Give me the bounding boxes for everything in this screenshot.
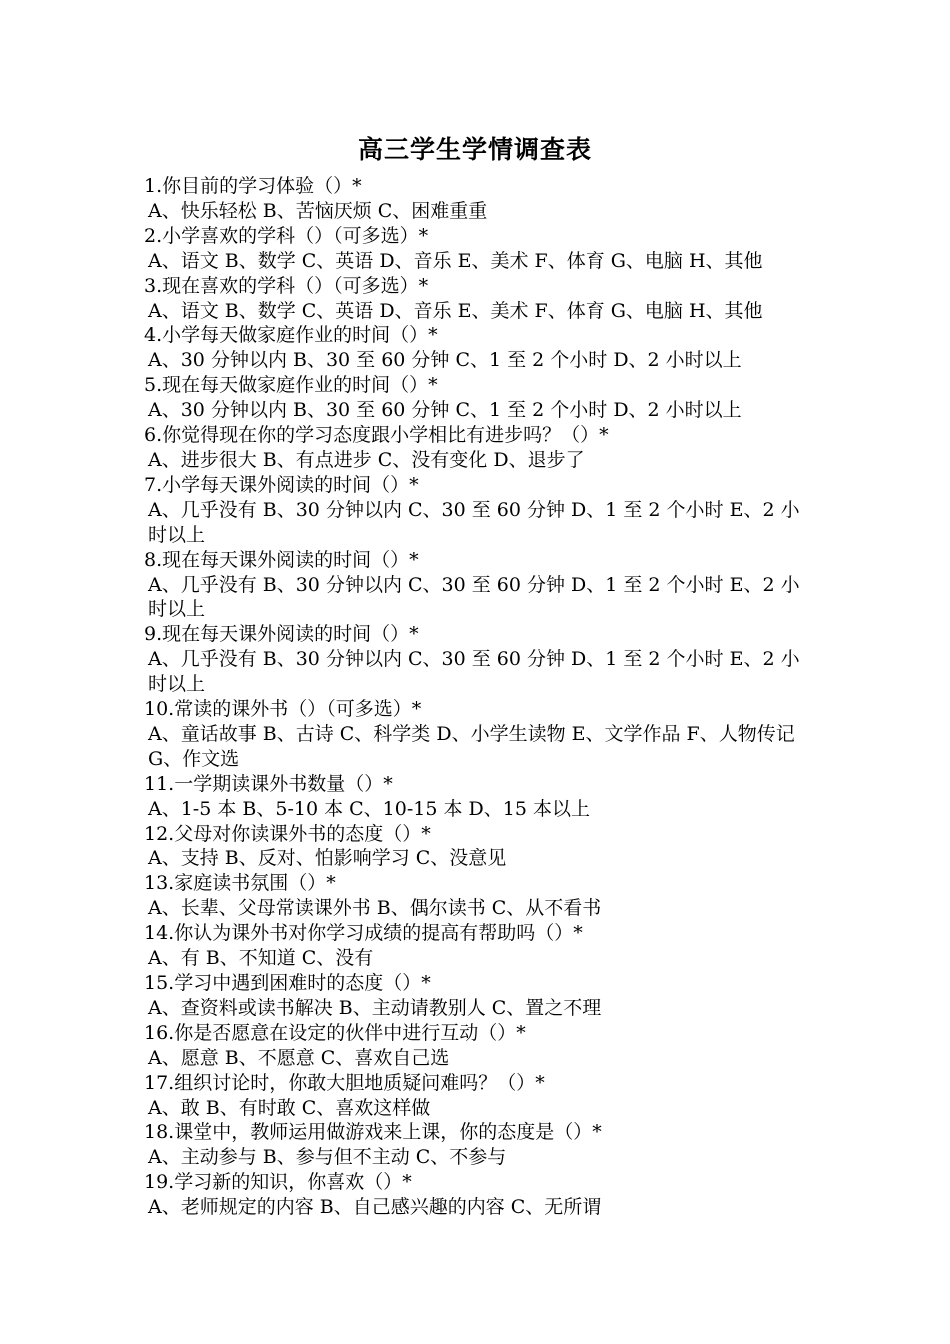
question-options: A、进步很大 B、有点进步 C、没有变化 D、退步了 <box>148 448 585 471</box>
question-item <box>144 423 810 473</box>
question-item <box>144 971 810 1021</box>
question-options: A、愿意 B、不愿意 C、喜欢自己选 <box>148 1046 450 1069</box>
question-text: 4.小学每天做家庭作业的时间（）* <box>144 324 438 347</box>
question-text: 6.你觉得现在你的学习态度跟小学相比有进步吗？（）* <box>144 424 609 447</box>
question-options: A、长辈、父母常读课外书 B、偶尔读书 C、从不看书 <box>148 897 602 920</box>
question-item <box>144 174 810 224</box>
question-item <box>144 822 810 872</box>
question-options: A、支持 B、反对、怕影响学习 C、没意见 <box>148 847 507 870</box>
question-text: 16.你是否愿意在设定的伙伴中进行互动（）* <box>144 1021 526 1044</box>
question-text: 1.你目前的学习体验（）* <box>144 175 362 197</box>
question-text: 14.你认为课外书对你学习成绩的提高有帮助吗（）* <box>144 922 583 945</box>
question-options: A、几乎没有 B、30 分钟以内 C、30 至 60 分钟 D、1 至 2 个小时 E、2 小时以上 <box>148 498 800 546</box>
question-options: A、语文 B、数学 C、英语 D、音乐 E、美术 F、体育 G、电脑 H、其他 <box>148 299 763 322</box>
question-options: A、快乐轻松 B、苦恼厌烦 C、困难重重 <box>148 199 488 222</box>
question-text: 18.课堂中，教师运用做游戏来上课，你的态度是（）* <box>144 1121 602 1144</box>
question-text: 19.学习新的知识，你喜欢（）* <box>144 1171 412 1194</box>
question-item <box>144 871 810 921</box>
question-options: A、30 分钟以内 B、30 至 60 分钟 C、1 至 2 个小时 D、2 小时以上 <box>148 349 742 372</box>
question-options: A、语文 B、数学 C、英语 D、音乐 E、美术 F、体育 G、电脑 H、其他 <box>148 249 763 272</box>
question-item <box>144 772 810 822</box>
question-item <box>144 1170 810 1220</box>
question-text: 8.现在每天课外阅读的时间（）* <box>144 548 419 571</box>
question-text: 10.常读的课外书（）（可多选）* <box>144 698 422 721</box>
question-item <box>144 697 810 772</box>
question-text: 15.学习中遇到困难时的态度（）* <box>144 972 431 994</box>
question-list <box>144 174 810 1220</box>
question-options: A、1-5 本 B、5-10 本 C、10-15 本 D、15 本以上 <box>148 797 590 820</box>
question-text: 9.现在每天课外阅读的时间（）* <box>144 623 419 646</box>
question-options: A、查资料或读书解决 B、主动请教别人 C、置之不理 <box>148 996 602 1019</box>
question-options: A、30 分钟以内 B、30 至 60 分钟 C、1 至 2 个小时 D、2 小时以上 <box>148 399 742 422</box>
question-text: 17.组织讨论时，你敢大胆地质疑问难吗？（）* <box>144 1071 545 1094</box>
question-text: 11.一学期读课外书数量（）* <box>144 772 393 795</box>
question-options: A、主动参与 B、参与但不主动 C、不参与 <box>148 1146 507 1169</box>
question-item <box>144 921 810 971</box>
question-item <box>144 224 810 274</box>
question-item <box>144 274 810 324</box>
document-title: 高三学生学情调查表 <box>357 135 592 164</box>
question-item <box>144 473 810 548</box>
question-options: A、有 B、不知道 C、没有 <box>148 947 374 970</box>
question-text: 12.父母对你读课外书的态度（）* <box>144 822 431 845</box>
question-item <box>144 1120 810 1170</box>
question-options: A、几乎没有 B、30 分钟以内 C、30 至 60 分钟 D、1 至 2 个小时 E、2 小时以上 <box>148 573 800 621</box>
question-text: 5.现在每天做家庭作业的时间（）* <box>144 374 438 397</box>
question-item <box>144 548 810 623</box>
question-options: A、敢 B、有时敢 C、喜欢这样做 <box>148 1096 431 1119</box>
question-item <box>144 373 810 423</box>
question-item <box>144 1021 810 1071</box>
question-item <box>144 1071 810 1121</box>
question-text: 7.小学每天课外阅读的时间（）* <box>144 473 419 496</box>
question-text: 3.现在喜欢的学科（）（可多选）* <box>144 274 429 297</box>
question-item <box>144 622 810 697</box>
question-options: A、几乎没有 B、30 分钟以内 C、30 至 60 分钟 D、1 至 2 个小时 E、2 小时以上 <box>148 648 800 696</box>
question-options: A、童话故事 B、古诗 C、科学类 D、小学生读物 E、文学作品 F、人物传记 G、作文选 <box>148 722 795 770</box>
question-text: 2.小学喜欢的学科（）（可多选）* <box>144 224 429 247</box>
question-text: 13.家庭读书氛围（）* <box>144 872 336 895</box>
question-item <box>144 323 810 373</box>
question-options: A、老师规定的内容 B、自己感兴趣的内容 C、无所谓 <box>148 1196 602 1219</box>
